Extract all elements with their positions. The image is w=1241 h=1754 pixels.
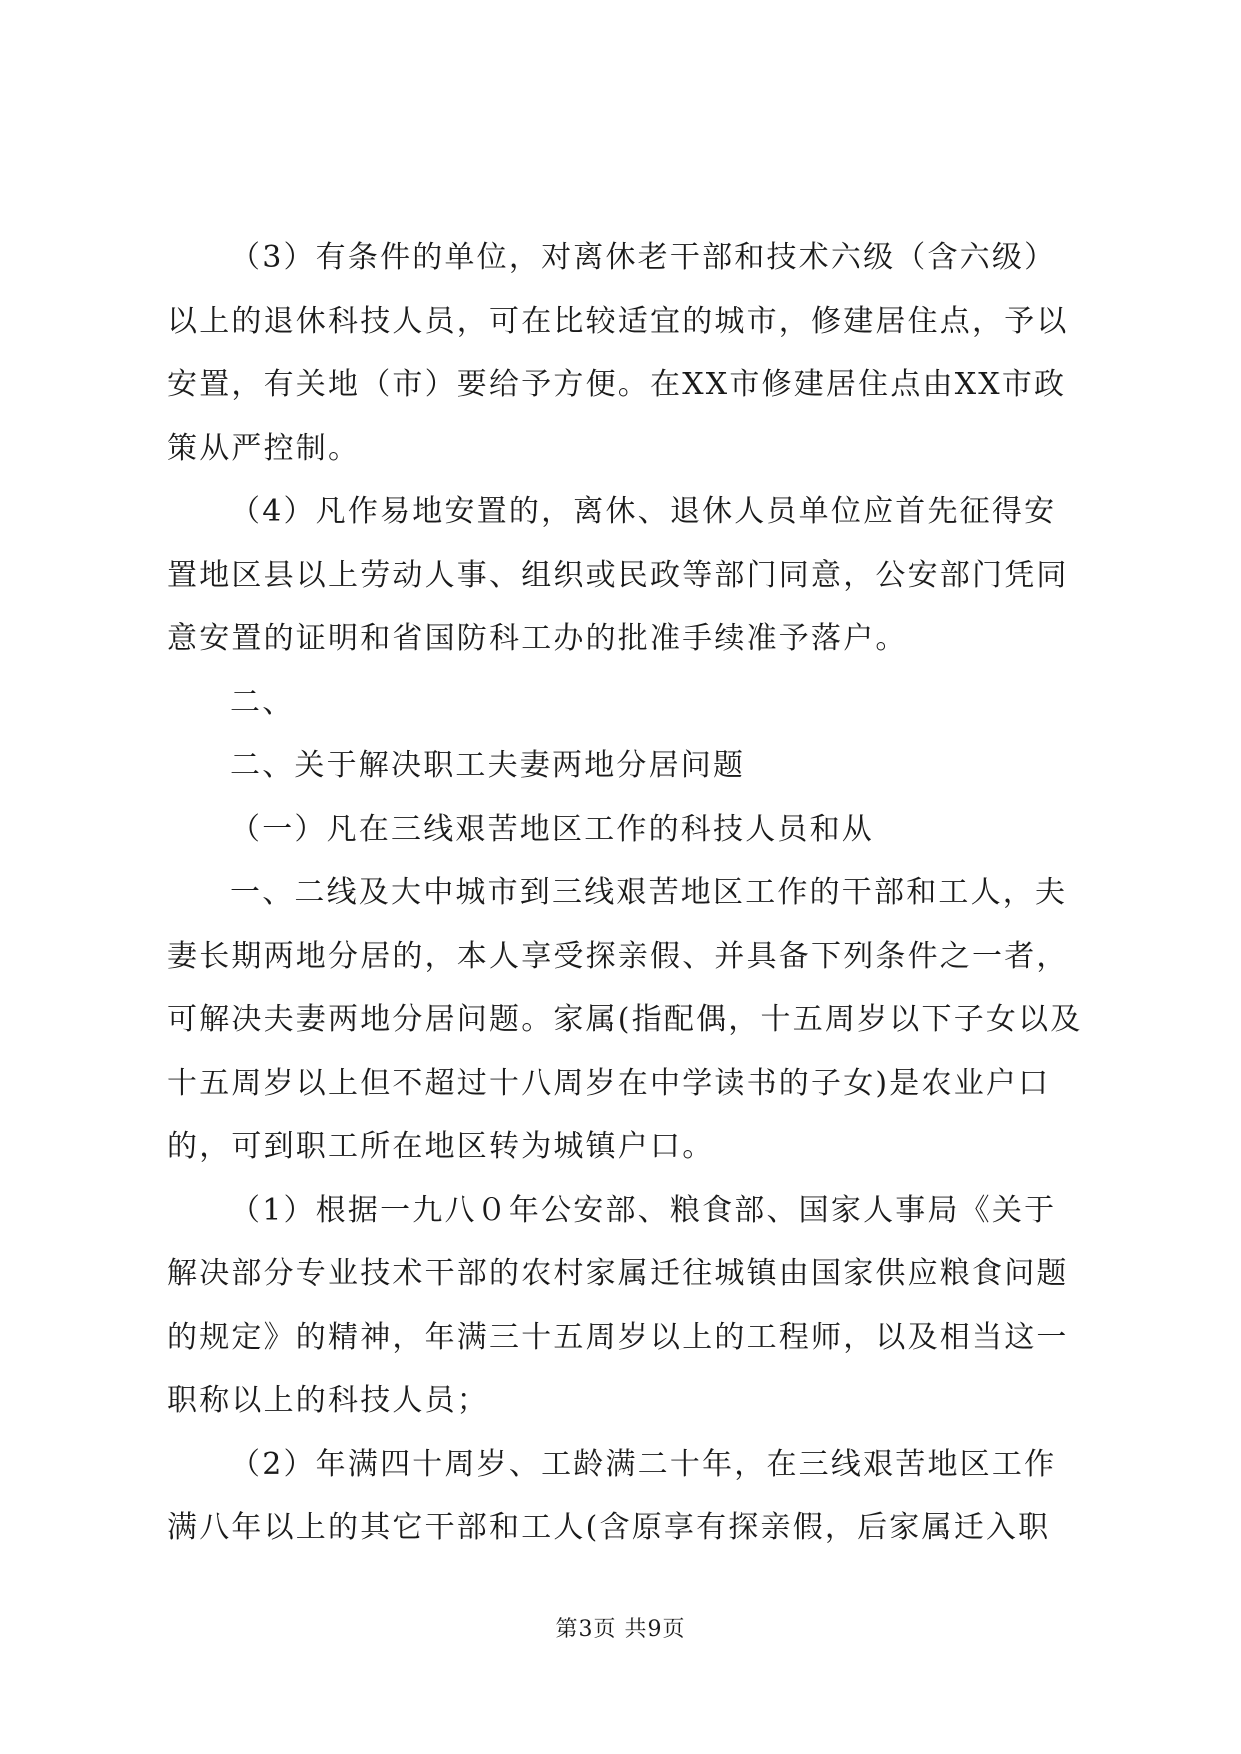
- subsection-1-heading: （一）凡在三线艰苦地区工作的科技人员和从: [230, 811, 874, 847]
- paragraph-4-relocation-approval: （4）凡作易地安置的，离休、退休人员单位应首先征得安置地区县以上劳动人事、组织或民政等部门同意，公安部门凭同意安置的证明和省国防科工办的批准手续准予落户。: [167, 494, 1069, 656]
- paragraph-3-relocation-sites: （3）有条件的单位，对离休老干部和技术六级（含六级）以上的退休科技人员，可在比较适宜的城市，修建居住点，予以安置，有关地（市）要给予方便。在XX市修建居住点由XX市政策从严控制。: [167, 240, 1069, 466]
- paragraph-eligibility-conditions: 一、二线及大中城市到三线艰苦地区工作的干部和工人，夫妻长期两地分居的，本人享受探亲假、并具备下列条件之一者，可解决夫妻两地分居问题。家属(指配偶，十五周岁以下子女以及十五周岁以上但不超过十八周岁在中学读书的子女)是农业户口的，可到职工所在地区转为城镇户口。: [167, 875, 1083, 1164]
- document-body: [167, 226, 1085, 1560]
- section-heading-spouse-separation: 二、关于解决职工夫妻两地分居问题: [230, 748, 746, 783]
- paragraph-condition-2: （2）年满四十周岁、工龄满二十年，在三线艰苦地区工作满八年以上的其它干部和工人(含原享有探亲假，后家属迁入职: [167, 1446, 1057, 1545]
- page-number-footer: 第3页 共9页: [555, 1617, 686, 1642]
- section-heading-fragment: 二、: [230, 684, 295, 720]
- paragraph-condition-1: （1）根据一九八０年公安部、粮食部、国家人事局《关于解决部分专业技术干部的农村家属迁往城镇由国家供应粮食问题的规定》的精神，年满三十五周岁以上的工程师，以及相当这一职称以上的科技人员；: [167, 1192, 1069, 1418]
